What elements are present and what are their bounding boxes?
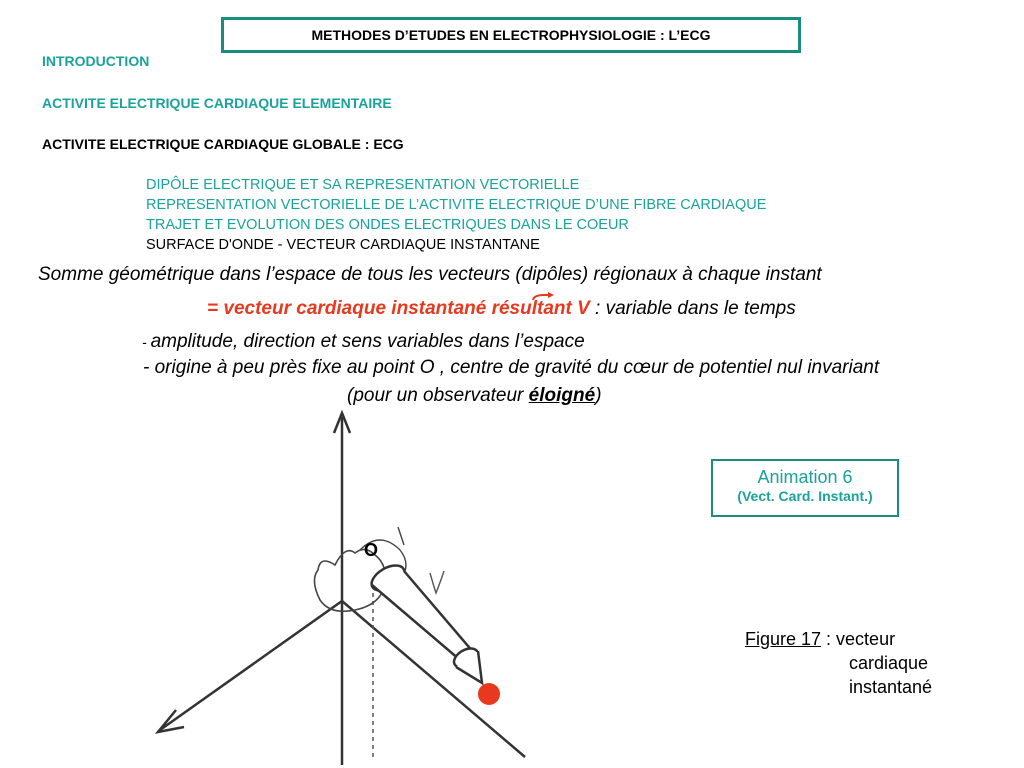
subnav-item-dipole[interactable]: DIPÔLE ELECTRIQUE ET SA REPRESENTATION VECTORIELLE (146, 177, 580, 193)
bullet-origine: - origine à peu près fixe au point O , centre de gravité du cœur de potentiel nul invariant (143, 357, 880, 378)
cardiac-vector-figure (130, 405, 530, 768)
nav-globale[interactable]: ACTIVITE ELECTRIQUE CARDIAQUE GLOBALE : ECG (42, 136, 404, 152)
vector-cone-body (372, 571, 474, 660)
bullet-amplitude-text: amplitude, direction et sens variables dans l’espace (150, 331, 585, 352)
caption-text-1: : vecteur (821, 629, 896, 649)
animation-subtitle: (Vect. Card. Instant.) (737, 488, 873, 504)
nav-elementaire[interactable]: ACTIVITE ELECTRIQUE CARDIAQUE ELEMENTAIRE (42, 95, 392, 111)
observer-emphasis: éloigné (528, 385, 596, 406)
slide-title-box (221, 17, 801, 53)
variable-temps-text: : variable dans le temps (589, 298, 796, 319)
slide-title: METHODES D’ETUDES EN ELECTROPHYSIOLOGIE : L’ECG (311, 27, 711, 43)
body-line-vecteur (207, 298, 796, 320)
observer-post: ) (595, 385, 602, 406)
heart-sketch-stroke (398, 527, 404, 545)
caption-text-3: instantané (849, 677, 933, 697)
subnav-item-trajet[interactable]: TRAJET ET EVOLUTION DES ONDES ELECTRIQUES DANS LE COEUR (146, 217, 629, 233)
animation-title: Animation 6 (757, 467, 853, 487)
subnav-item-surface[interactable]: SURFACE D'ONDE - VECTEUR CARDIAQUE INSTANTANE (146, 237, 540, 253)
nav-introduction[interactable]: INTRODUCTION (42, 53, 150, 69)
subnav-item-fibre[interactable]: REPRESENTATION VECTORIELLE DE L’ACTIVITE ELECTRIQUE D’UNE FIBRE CARDIAQUE (146, 197, 767, 213)
observer-pre: (pour un observateur (347, 385, 529, 406)
bullet-amplitude (142, 331, 585, 353)
red-dot-marker (478, 683, 500, 705)
bullet-dash: - (142, 334, 151, 350)
animation-button[interactable] (711, 459, 899, 517)
vector-arrow-icon (530, 292, 558, 304)
v-label-sketch (430, 571, 444, 593)
body-line-somme: Somme géométrique dans l’espace de tous les vecteurs (dipôles) régionaux à chaque instant (38, 264, 822, 285)
observer-line (347, 385, 602, 407)
figure-caption (745, 627, 932, 699)
left-axis (160, 601, 342, 730)
caption-text-2: cardiaque (849, 653, 929, 673)
caption-label: Figure 17 (745, 629, 822, 649)
origin-label: O (364, 540, 379, 560)
vecteur-resultant-text: = vecteur cardiaque instantané résultant V (207, 298, 590, 319)
